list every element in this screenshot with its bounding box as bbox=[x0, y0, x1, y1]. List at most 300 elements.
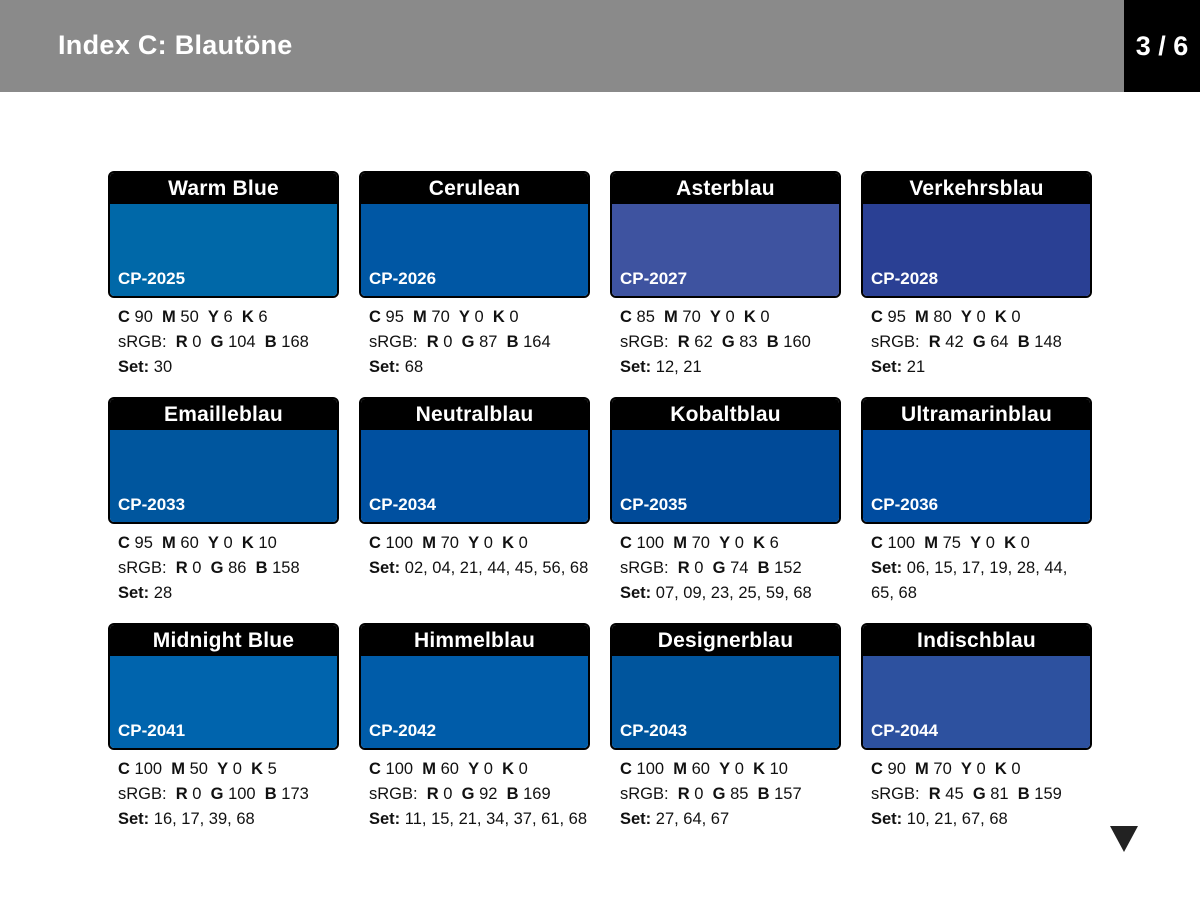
swatch-name: Cerulean bbox=[361, 173, 588, 204]
rgb-value: 158 bbox=[272, 559, 300, 577]
swatch-cell bbox=[108, 623, 339, 849]
srgb-line bbox=[620, 556, 840, 581]
rgb-channel-label: R bbox=[426, 333, 439, 351]
swatch-card[interactable] bbox=[861, 171, 1092, 298]
set-value: 16, 17, 39, 68 bbox=[153, 810, 255, 828]
cmyk-value: 100 bbox=[887, 534, 916, 552]
rgb-channel-label: G bbox=[721, 333, 735, 351]
cmyk-channel-label: K bbox=[753, 534, 765, 552]
color-swatch bbox=[361, 204, 588, 296]
swatch-cell bbox=[861, 171, 1092, 397]
cmyk-value: 0 bbox=[509, 308, 519, 326]
cmyk-channel-label: M bbox=[413, 308, 427, 326]
cmyk-channel-label: M bbox=[171, 760, 185, 778]
set-value: 21 bbox=[906, 358, 926, 376]
rgb-value: 160 bbox=[783, 333, 811, 351]
swatch-info bbox=[369, 531, 589, 581]
rgb-value: 100 bbox=[228, 785, 256, 803]
rgb-value: 0 bbox=[192, 559, 202, 577]
swatch-grid bbox=[108, 171, 1092, 849]
srgb-line bbox=[118, 330, 338, 355]
set-line bbox=[118, 581, 338, 606]
color-swatch bbox=[863, 430, 1090, 522]
srgb-line bbox=[871, 330, 1091, 355]
cmyk-channel-label: Y bbox=[468, 760, 480, 778]
cmyk-channel-label: C bbox=[118, 760, 130, 778]
rgb-channel-label: G bbox=[972, 333, 986, 351]
rgb-value: 64 bbox=[990, 333, 1009, 351]
swatch-card[interactable] bbox=[610, 171, 841, 298]
rgb-value: 159 bbox=[1034, 785, 1062, 803]
cmyk-value: 0 bbox=[518, 760, 528, 778]
swatch-card[interactable] bbox=[861, 623, 1092, 750]
cmyk-line bbox=[118, 305, 338, 330]
swatch-code: CP-2026 bbox=[369, 269, 437, 288]
color-swatch bbox=[612, 204, 839, 296]
swatch-code: CP-2042 bbox=[369, 721, 437, 740]
swatch-info bbox=[369, 757, 589, 832]
swatch-info bbox=[620, 531, 840, 606]
srgb-line bbox=[871, 782, 1091, 807]
set-label: Set: bbox=[620, 584, 652, 602]
cmyk-value: 0 bbox=[760, 308, 770, 326]
cmyk-channel-label: Y bbox=[207, 534, 219, 552]
cmyk-channel-label: M bbox=[162, 534, 176, 552]
cmyk-value: 95 bbox=[887, 308, 906, 326]
cmyk-value: 60 bbox=[691, 760, 710, 778]
cmyk-channel-label: M bbox=[664, 308, 678, 326]
srgb-line bbox=[620, 782, 840, 807]
swatch-cell bbox=[610, 397, 841, 623]
rgb-channel-label: R bbox=[677, 559, 690, 577]
cmyk-line bbox=[620, 305, 840, 330]
set-line bbox=[871, 556, 1091, 606]
swatch-card[interactable] bbox=[359, 171, 590, 298]
rgb-value: 164 bbox=[523, 333, 551, 351]
cmyk-value: 95 bbox=[385, 308, 404, 326]
rgb-value: 168 bbox=[281, 333, 309, 351]
srgb-line bbox=[369, 330, 589, 355]
swatch-card[interactable] bbox=[359, 397, 590, 524]
rgb-value: 148 bbox=[1034, 333, 1062, 351]
cmyk-value: 0 bbox=[734, 534, 744, 552]
set-value: 10, 21, 67, 68 bbox=[906, 810, 1008, 828]
swatch-cell bbox=[610, 171, 841, 397]
set-label: Set: bbox=[118, 358, 150, 376]
swatch-info bbox=[118, 531, 338, 606]
cmyk-value: 75 bbox=[942, 534, 961, 552]
set-label: Set: bbox=[369, 810, 401, 828]
set-value: 12, 21 bbox=[655, 358, 702, 376]
cmyk-line bbox=[118, 531, 338, 556]
cmyk-channel-label: Y bbox=[970, 534, 982, 552]
rgb-channel-label: B bbox=[1017, 333, 1030, 351]
cmyk-channel-label: K bbox=[753, 760, 765, 778]
rgb-channel-label: G bbox=[210, 559, 224, 577]
cmyk-channel-label: K bbox=[502, 534, 514, 552]
cmyk-value: 100 bbox=[385, 534, 414, 552]
cmyk-channel-label: C bbox=[871, 534, 883, 552]
cmyk-line bbox=[620, 757, 840, 782]
cmyk-value: 70 bbox=[691, 534, 710, 552]
rgb-channel-label: B bbox=[766, 333, 779, 351]
srgb-label: sRGB: bbox=[620, 559, 669, 577]
cmyk-value: 50 bbox=[180, 308, 199, 326]
rgb-channel-label: G bbox=[972, 785, 986, 803]
swatch-info bbox=[871, 531, 1091, 606]
rgb-channel-label: B bbox=[1017, 785, 1030, 803]
set-label: Set: bbox=[871, 559, 903, 577]
swatch-card[interactable] bbox=[610, 623, 841, 750]
rgb-channel-label: B bbox=[255, 559, 268, 577]
cmyk-value: 95 bbox=[134, 534, 153, 552]
rgb-channel-label: B bbox=[506, 333, 519, 351]
cmyk-line bbox=[118, 757, 338, 782]
cmyk-channel-label: C bbox=[118, 308, 130, 326]
cmyk-channel-label: Y bbox=[458, 308, 470, 326]
rgb-channel-label: R bbox=[677, 785, 690, 803]
swatch-code: CP-2027 bbox=[620, 269, 688, 288]
cmyk-value: 0 bbox=[725, 308, 735, 326]
cmyk-channel-label: Y bbox=[217, 760, 229, 778]
swatch-code: CP-2035 bbox=[620, 495, 688, 514]
swatch-name: Verkehrsblau bbox=[863, 173, 1090, 204]
color-swatch bbox=[110, 430, 337, 522]
swatch-name: Indischblau bbox=[863, 625, 1090, 656]
cmyk-value: 0 bbox=[518, 534, 528, 552]
cmyk-channel-label: K bbox=[492, 308, 505, 326]
cmyk-channel-label: K bbox=[241, 308, 254, 326]
set-line bbox=[871, 807, 1091, 832]
cmyk-channel-label: M bbox=[924, 534, 938, 552]
cmyk-value: 85 bbox=[636, 308, 655, 326]
set-line bbox=[620, 807, 840, 832]
cmyk-value: 60 bbox=[440, 760, 459, 778]
rgb-value: 0 bbox=[192, 333, 202, 351]
srgb-line bbox=[118, 556, 338, 581]
cmyk-channel-label: C bbox=[369, 534, 381, 552]
swatch-cell bbox=[359, 171, 590, 397]
rgb-value: 157 bbox=[774, 785, 802, 803]
srgb-label: sRGB: bbox=[871, 333, 920, 351]
set-line bbox=[369, 355, 589, 380]
rgb-value: 0 bbox=[694, 785, 704, 803]
rgb-channel-label: R bbox=[175, 785, 188, 803]
cmyk-channel-label: K bbox=[1004, 534, 1016, 552]
rgb-channel-label: R bbox=[928, 785, 941, 803]
swatch-name: Neutralblau bbox=[361, 399, 588, 430]
rgb-value: 0 bbox=[694, 559, 704, 577]
cmyk-value: 70 bbox=[440, 534, 459, 552]
color-swatch bbox=[863, 204, 1090, 296]
rgb-value: 92 bbox=[479, 785, 498, 803]
set-line bbox=[369, 556, 589, 581]
swatch-card[interactable] bbox=[610, 397, 841, 524]
rgb-channel-label: R bbox=[928, 333, 941, 351]
cmyk-channel-label: C bbox=[620, 760, 632, 778]
cmyk-channel-label: Y bbox=[709, 308, 721, 326]
cmyk-value: 90 bbox=[887, 760, 906, 778]
cmyk-channel-label: C bbox=[620, 308, 632, 326]
cmyk-channel-label: M bbox=[162, 308, 176, 326]
swatch-name: Kobaltblau bbox=[612, 399, 839, 430]
rgb-channel-label: B bbox=[264, 333, 277, 351]
cmyk-value: 0 bbox=[483, 534, 493, 552]
rgb-value: 0 bbox=[443, 785, 453, 803]
srgb-label: sRGB: bbox=[118, 333, 167, 351]
cmyk-line bbox=[871, 531, 1091, 556]
cmyk-value: 100 bbox=[385, 760, 414, 778]
srgb-line bbox=[620, 330, 840, 355]
cmyk-channel-label: C bbox=[871, 760, 883, 778]
swatch-cell bbox=[610, 623, 841, 849]
cmyk-value: 0 bbox=[976, 308, 986, 326]
rgb-value: 74 bbox=[730, 559, 749, 577]
rgb-value: 152 bbox=[774, 559, 802, 577]
cmyk-value: 80 bbox=[933, 308, 952, 326]
set-value: 27, 64, 67 bbox=[655, 810, 730, 828]
srgb-label: sRGB: bbox=[118, 559, 167, 577]
cmyk-value: 70 bbox=[431, 308, 450, 326]
rgb-channel-label: G bbox=[210, 333, 224, 351]
swatch-card[interactable] bbox=[108, 397, 339, 524]
swatch-code: CP-2043 bbox=[620, 721, 688, 740]
swatch-code: CP-2044 bbox=[871, 721, 939, 740]
page-header bbox=[0, 0, 1124, 92]
rgb-channel-label: G bbox=[712, 559, 726, 577]
rgb-channel-label: G bbox=[461, 785, 475, 803]
rgb-value: 0 bbox=[192, 785, 202, 803]
set-label: Set: bbox=[620, 358, 652, 376]
cmyk-value: 50 bbox=[189, 760, 208, 778]
swatch-code: CP-2034 bbox=[369, 495, 437, 514]
swatch-card[interactable] bbox=[861, 397, 1092, 524]
srgb-label: sRGB: bbox=[369, 785, 418, 803]
swatch-info bbox=[871, 757, 1091, 832]
rgb-channel-label: G bbox=[210, 785, 224, 803]
set-line bbox=[620, 581, 840, 606]
swatch-name: Designerblau bbox=[612, 625, 839, 656]
rgb-value: 169 bbox=[523, 785, 551, 803]
srgb-label: sRGB: bbox=[369, 333, 418, 351]
rgb-channel-label: B bbox=[757, 785, 770, 803]
cmyk-value: 0 bbox=[1020, 534, 1030, 552]
color-swatch bbox=[361, 430, 588, 522]
swatch-cell bbox=[108, 397, 339, 623]
cmyk-line bbox=[620, 531, 840, 556]
page-indicator bbox=[1124, 0, 1200, 92]
set-line bbox=[369, 807, 589, 832]
set-line bbox=[118, 807, 338, 832]
rgb-channel-label: B bbox=[757, 559, 770, 577]
cmyk-channel-label: Y bbox=[207, 308, 219, 326]
cmyk-channel-label: Y bbox=[960, 308, 972, 326]
set-value: 02, 04, 21, 44, 45, 56, 68 bbox=[404, 559, 589, 577]
swatch-name: Warm Blue bbox=[110, 173, 337, 204]
srgb-label: sRGB: bbox=[118, 785, 167, 803]
rgb-channel-label: B bbox=[264, 785, 277, 803]
cmyk-channel-label: K bbox=[241, 534, 254, 552]
swatch-cell bbox=[861, 397, 1092, 623]
cmyk-value: 10 bbox=[258, 534, 277, 552]
set-value: 30 bbox=[153, 358, 173, 376]
cmyk-channel-label: C bbox=[620, 534, 632, 552]
set-label: Set: bbox=[118, 584, 150, 602]
swatch-cell bbox=[861, 623, 1092, 849]
set-value: 06, 15, 17, 19, 28, 44, 65, 68 bbox=[871, 559, 1068, 602]
cmyk-value: 70 bbox=[682, 308, 701, 326]
swatch-info bbox=[118, 305, 338, 380]
cmyk-channel-label: K bbox=[251, 760, 263, 778]
srgb-label: sRGB: bbox=[620, 785, 669, 803]
cmyk-channel-label: Y bbox=[719, 534, 731, 552]
cmyk-channel-label: M bbox=[915, 308, 929, 326]
swatch-info bbox=[118, 757, 338, 832]
color-swatch bbox=[110, 204, 337, 296]
rgb-channel-label: G bbox=[712, 785, 726, 803]
swatch-code: CP-2033 bbox=[118, 495, 186, 514]
rgb-value: 42 bbox=[945, 333, 964, 351]
cmyk-value: 0 bbox=[1011, 760, 1021, 778]
cmyk-value: 0 bbox=[232, 760, 242, 778]
color-swatch bbox=[612, 430, 839, 522]
cmyk-value: 60 bbox=[180, 534, 199, 552]
color-swatch bbox=[863, 656, 1090, 748]
cmyk-value: 0 bbox=[985, 534, 995, 552]
set-value: 07, 09, 23, 25, 59, 68 bbox=[655, 584, 812, 602]
cmyk-channel-label: Y bbox=[468, 534, 480, 552]
cmyk-value: 0 bbox=[223, 534, 233, 552]
color-swatch bbox=[110, 656, 337, 748]
cmyk-channel-label: K bbox=[743, 308, 756, 326]
cmyk-value: 100 bbox=[636, 534, 665, 552]
set-line bbox=[118, 355, 338, 380]
srgb-line bbox=[369, 782, 589, 807]
rgb-value: 85 bbox=[730, 785, 749, 803]
cmyk-channel-label: K bbox=[994, 760, 1007, 778]
rgb-channel-label: R bbox=[175, 559, 188, 577]
cmyk-channel-label: C bbox=[369, 760, 381, 778]
swatch-code: CP-2028 bbox=[871, 269, 939, 288]
srgb-line bbox=[118, 782, 338, 807]
srgb-label: sRGB: bbox=[871, 785, 920, 803]
cmyk-value: 90 bbox=[134, 308, 153, 326]
cmyk-channel-label: C bbox=[871, 308, 883, 326]
cmyk-value: 6 bbox=[223, 308, 233, 326]
set-line bbox=[620, 355, 840, 380]
set-label: Set: bbox=[369, 559, 401, 577]
cmyk-value: 5 bbox=[267, 760, 277, 778]
swatch-name: Emailleblau bbox=[110, 399, 337, 430]
swatch-code: CP-2025 bbox=[118, 269, 186, 288]
rgb-value: 45 bbox=[945, 785, 964, 803]
page-title: Index C: Blautöne bbox=[58, 30, 293, 60]
set-line bbox=[871, 355, 1091, 380]
cmyk-line bbox=[369, 305, 589, 330]
rgb-value: 173 bbox=[281, 785, 309, 803]
swatch-name: Midnight Blue bbox=[110, 625, 337, 656]
swatch-info bbox=[871, 305, 1091, 380]
set-label: Set: bbox=[620, 810, 652, 828]
swatch-cell bbox=[359, 397, 590, 623]
rgb-value: 104 bbox=[228, 333, 256, 351]
down-triangle-icon[interactable] bbox=[1110, 826, 1138, 852]
cmyk-channel-label: M bbox=[673, 760, 687, 778]
cmyk-channel-label: M bbox=[673, 534, 687, 552]
cmyk-value: 6 bbox=[258, 308, 268, 326]
cmyk-value: 0 bbox=[734, 760, 744, 778]
cmyk-value: 70 bbox=[933, 760, 952, 778]
cmyk-line bbox=[871, 305, 1091, 330]
swatch-cell bbox=[108, 171, 339, 397]
cmyk-channel-label: Y bbox=[960, 760, 972, 778]
swatch-info bbox=[369, 305, 589, 380]
swatch-info bbox=[620, 305, 840, 380]
srgb-label: sRGB: bbox=[620, 333, 669, 351]
cmyk-channel-label: M bbox=[422, 760, 436, 778]
set-value: 68 bbox=[404, 358, 424, 376]
cmyk-line bbox=[871, 757, 1091, 782]
set-label: Set: bbox=[871, 358, 903, 376]
cmyk-channel-label: M bbox=[422, 534, 436, 552]
color-swatch bbox=[612, 656, 839, 748]
cmyk-line bbox=[369, 757, 589, 782]
cmyk-line bbox=[369, 531, 589, 556]
swatch-name: Himmelblau bbox=[361, 625, 588, 656]
rgb-channel-label: B bbox=[506, 785, 519, 803]
swatch-card[interactable] bbox=[108, 623, 339, 750]
rgb-value: 0 bbox=[443, 333, 453, 351]
rgb-channel-label: R bbox=[175, 333, 188, 351]
cmyk-channel-label: C bbox=[118, 534, 130, 552]
swatch-code: CP-2041 bbox=[118, 721, 186, 740]
cmyk-value: 0 bbox=[474, 308, 484, 326]
cmyk-value: 100 bbox=[636, 760, 665, 778]
swatch-name: Ultramarinblau bbox=[863, 399, 1090, 430]
rgb-value: 86 bbox=[228, 559, 247, 577]
cmyk-channel-label: Y bbox=[719, 760, 731, 778]
rgb-channel-label: R bbox=[677, 333, 690, 351]
cmyk-value: 10 bbox=[769, 760, 788, 778]
rgb-value: 81 bbox=[990, 785, 1009, 803]
rgb-value: 87 bbox=[479, 333, 498, 351]
rgb-value: 62 bbox=[694, 333, 713, 351]
set-label: Set: bbox=[369, 358, 401, 376]
swatch-card[interactable] bbox=[359, 623, 590, 750]
set-label: Set: bbox=[118, 810, 150, 828]
rgb-value: 83 bbox=[739, 333, 758, 351]
set-value: 28 bbox=[153, 584, 173, 602]
set-label: Set: bbox=[871, 810, 903, 828]
cmyk-value: 0 bbox=[976, 760, 986, 778]
swatch-info bbox=[620, 757, 840, 832]
rgb-channel-label: R bbox=[426, 785, 439, 803]
swatch-cell bbox=[359, 623, 590, 849]
cmyk-channel-label: K bbox=[994, 308, 1007, 326]
page-indicator-text: 3 / 6 bbox=[1135, 30, 1189, 61]
cmyk-channel-label: M bbox=[915, 760, 929, 778]
cmyk-channel-label: K bbox=[502, 760, 514, 778]
cmyk-channel-label: C bbox=[369, 308, 381, 326]
cmyk-value: 6 bbox=[769, 534, 779, 552]
cmyk-value: 0 bbox=[483, 760, 493, 778]
cmyk-value: 0 bbox=[1011, 308, 1021, 326]
swatch-code: CP-2036 bbox=[871, 495, 939, 514]
set-value: 11, 15, 21, 34, 37, 61, 68 bbox=[404, 810, 588, 828]
rgb-channel-label: G bbox=[461, 333, 475, 351]
cmyk-value: 100 bbox=[134, 760, 163, 778]
swatch-card[interactable] bbox=[108, 171, 339, 298]
